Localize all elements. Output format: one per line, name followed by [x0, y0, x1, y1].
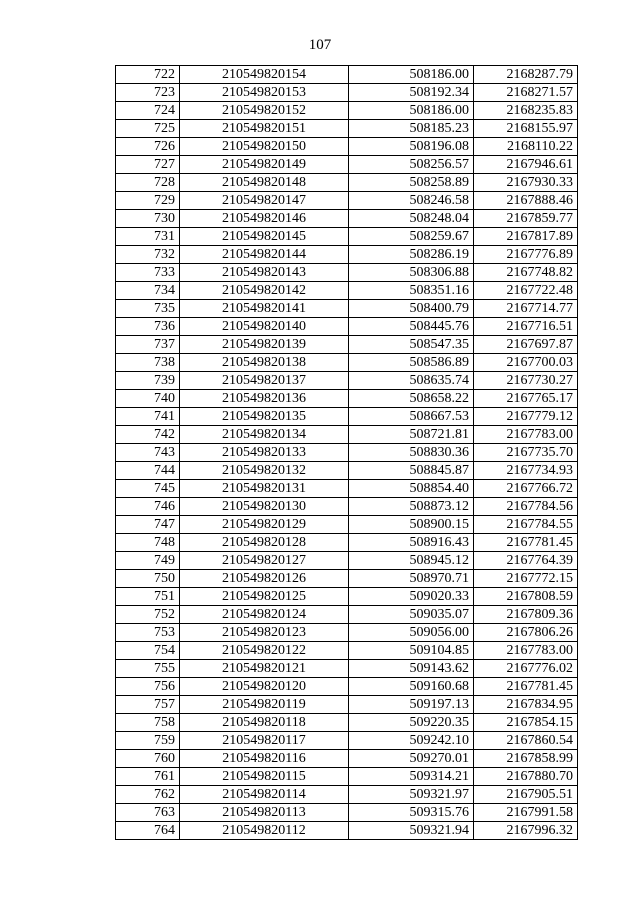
point-number-cell: 741 — [116, 408, 180, 426]
table-row — [116, 120, 578, 138]
point-number-cell: 759 — [116, 732, 180, 750]
y-coordinate-cell: 2168155.97 — [474, 120, 578, 138]
point-id-cell: 210549820141 — [180, 300, 349, 318]
y-coordinate-cell: 2167735.70 — [474, 444, 578, 462]
point-number-cell: 726 — [116, 138, 180, 156]
point-number-cell: 739 — [116, 372, 180, 390]
point-number-cell: 748 — [116, 534, 180, 552]
page-number: 107 — [308, 37, 332, 53]
point-id-cell: 210549820117 — [180, 732, 349, 750]
x-coordinate-cell: 509314.21 — [349, 768, 474, 786]
point-id-cell: 210549820135 — [180, 408, 349, 426]
point-number-cell: 737 — [116, 336, 180, 354]
x-coordinate-cell: 508246.58 — [349, 192, 474, 210]
y-coordinate-cell: 2167930.33 — [474, 174, 578, 192]
table-row — [116, 678, 578, 696]
point-number-cell: 757 — [116, 696, 180, 714]
point-number-cell: 728 — [116, 174, 180, 192]
y-coordinate-cell: 2167716.51 — [474, 318, 578, 336]
point-number-cell: 722 — [116, 66, 180, 84]
x-coordinate-cell: 508547.35 — [349, 336, 474, 354]
x-coordinate-cell: 508916.43 — [349, 534, 474, 552]
x-coordinate-cell: 509242.10 — [349, 732, 474, 750]
y-coordinate-cell: 2167783.00 — [474, 426, 578, 444]
table-row — [116, 732, 578, 750]
point-id-cell: 210549820139 — [180, 336, 349, 354]
y-coordinate-cell: 2167946.61 — [474, 156, 578, 174]
table-row — [116, 282, 578, 300]
point-number-cell: 740 — [116, 390, 180, 408]
point-number-cell: 730 — [116, 210, 180, 228]
point-id-cell: 210549820121 — [180, 660, 349, 678]
point-id-cell: 210549820152 — [180, 102, 349, 120]
table-row — [116, 444, 578, 462]
point-id-cell: 210549820129 — [180, 516, 349, 534]
x-coordinate-cell: 508873.12 — [349, 498, 474, 516]
table-row — [116, 750, 578, 768]
point-id-cell: 210549820116 — [180, 750, 349, 768]
y-coordinate-cell: 2168271.57 — [474, 84, 578, 102]
x-coordinate-cell: 509160.68 — [349, 678, 474, 696]
table-row — [116, 642, 578, 660]
table-row — [116, 570, 578, 588]
table-row — [116, 102, 578, 120]
coordinates-table — [115, 65, 578, 840]
x-coordinate-cell: 508256.57 — [349, 156, 474, 174]
table-row — [116, 354, 578, 372]
x-coordinate-cell: 508248.04 — [349, 210, 474, 228]
point-id-cell: 210549820154 — [180, 66, 349, 84]
point-number-cell: 725 — [116, 120, 180, 138]
y-coordinate-cell: 2167860.54 — [474, 732, 578, 750]
point-number-cell: 733 — [116, 264, 180, 282]
table-row — [116, 192, 578, 210]
y-coordinate-cell: 2168287.79 — [474, 66, 578, 84]
point-number-cell: 752 — [116, 606, 180, 624]
y-coordinate-cell: 2167809.36 — [474, 606, 578, 624]
point-id-cell: 210549820153 — [180, 84, 349, 102]
point-id-cell: 210549820126 — [180, 570, 349, 588]
x-coordinate-cell: 509321.97 — [349, 786, 474, 804]
y-coordinate-cell: 2167781.45 — [474, 534, 578, 552]
x-coordinate-cell: 508196.08 — [349, 138, 474, 156]
point-id-cell: 210549820124 — [180, 606, 349, 624]
point-id-cell: 210549820112 — [180, 822, 349, 840]
point-id-cell: 210549820138 — [180, 354, 349, 372]
point-number-cell: 732 — [116, 246, 180, 264]
x-coordinate-cell: 509035.07 — [349, 606, 474, 624]
table-row — [116, 516, 578, 534]
y-coordinate-cell: 2167854.15 — [474, 714, 578, 732]
point-id-cell: 210549820130 — [180, 498, 349, 516]
x-coordinate-cell: 509315.76 — [349, 804, 474, 822]
point-number-cell: 744 — [116, 462, 180, 480]
y-coordinate-cell: 2167700.03 — [474, 354, 578, 372]
table-row — [116, 714, 578, 732]
x-coordinate-cell: 508721.81 — [349, 426, 474, 444]
point-id-cell: 210549820144 — [180, 246, 349, 264]
point-number-cell: 723 — [116, 84, 180, 102]
point-id-cell: 210549820142 — [180, 282, 349, 300]
x-coordinate-cell: 508286.19 — [349, 246, 474, 264]
table-row — [116, 588, 578, 606]
point-number-cell: 724 — [116, 102, 180, 120]
table-row — [116, 534, 578, 552]
table-row — [116, 462, 578, 480]
table-row — [116, 246, 578, 264]
x-coordinate-cell: 508667.53 — [349, 408, 474, 426]
y-coordinate-cell: 2167772.15 — [474, 570, 578, 588]
point-id-cell: 210549820140 — [180, 318, 349, 336]
table-row — [116, 804, 578, 822]
y-coordinate-cell: 2167817.89 — [474, 228, 578, 246]
point-number-cell: 760 — [116, 750, 180, 768]
point-number-cell: 764 — [116, 822, 180, 840]
point-id-cell: 210549820148 — [180, 174, 349, 192]
y-coordinate-cell: 2167748.82 — [474, 264, 578, 282]
point-id-cell: 210549820149 — [180, 156, 349, 174]
table-row — [116, 696, 578, 714]
point-number-cell: 736 — [116, 318, 180, 336]
x-coordinate-cell: 508259.67 — [349, 228, 474, 246]
point-id-cell: 210549820150 — [180, 138, 349, 156]
x-coordinate-cell: 508185.23 — [349, 120, 474, 138]
x-coordinate-cell: 508845.87 — [349, 462, 474, 480]
table-row — [116, 768, 578, 786]
y-coordinate-cell: 2167783.00 — [474, 642, 578, 660]
x-coordinate-cell: 509270.01 — [349, 750, 474, 768]
table-row — [116, 210, 578, 228]
point-id-cell: 210549820146 — [180, 210, 349, 228]
point-number-cell: 758 — [116, 714, 180, 732]
table-row — [116, 336, 578, 354]
coordinates-table-body — [116, 66, 578, 840]
y-coordinate-cell: 2167765.17 — [474, 390, 578, 408]
x-coordinate-cell: 508945.12 — [349, 552, 474, 570]
point-id-cell: 210549820131 — [180, 480, 349, 498]
point-number-cell: 745 — [116, 480, 180, 498]
y-coordinate-cell: 2167991.58 — [474, 804, 578, 822]
x-coordinate-cell: 508830.36 — [349, 444, 474, 462]
point-id-cell: 210549820119 — [180, 696, 349, 714]
point-id-cell: 210549820118 — [180, 714, 349, 732]
table-row — [116, 480, 578, 498]
point-id-cell: 210549820114 — [180, 786, 349, 804]
point-number-cell: 761 — [116, 768, 180, 786]
table-row — [116, 66, 578, 84]
y-coordinate-cell: 2167859.77 — [474, 210, 578, 228]
y-coordinate-cell: 2167766.72 — [474, 480, 578, 498]
point-number-cell: 747 — [116, 516, 180, 534]
table-row — [116, 264, 578, 282]
point-number-cell: 729 — [116, 192, 180, 210]
x-coordinate-cell: 509143.62 — [349, 660, 474, 678]
table-row — [116, 174, 578, 192]
point-number-cell: 754 — [116, 642, 180, 660]
point-id-cell: 210549820145 — [180, 228, 349, 246]
table-row — [116, 822, 578, 840]
point-id-cell: 210549820132 — [180, 462, 349, 480]
x-coordinate-cell: 508186.00 — [349, 66, 474, 84]
y-coordinate-cell: 2167996.32 — [474, 822, 578, 840]
point-id-cell: 210549820125 — [180, 588, 349, 606]
point-id-cell: 210549820147 — [180, 192, 349, 210]
table-row — [116, 426, 578, 444]
x-coordinate-cell: 508351.16 — [349, 282, 474, 300]
x-coordinate-cell: 508258.89 — [349, 174, 474, 192]
table-row — [116, 138, 578, 156]
point-number-cell: 756 — [116, 678, 180, 696]
y-coordinate-cell: 2167776.02 — [474, 660, 578, 678]
point-id-cell: 210549820133 — [180, 444, 349, 462]
y-coordinate-cell: 2167905.51 — [474, 786, 578, 804]
x-coordinate-cell: 509220.35 — [349, 714, 474, 732]
y-coordinate-cell: 2167697.87 — [474, 336, 578, 354]
y-coordinate-cell: 2167888.46 — [474, 192, 578, 210]
y-coordinate-cell: 2167808.59 — [474, 588, 578, 606]
table-row — [116, 156, 578, 174]
table-row — [116, 84, 578, 102]
y-coordinate-cell: 2167784.56 — [474, 498, 578, 516]
table-row — [116, 498, 578, 516]
x-coordinate-cell: 508445.76 — [349, 318, 474, 336]
y-coordinate-cell: 2167779.12 — [474, 408, 578, 426]
point-id-cell: 210549820151 — [180, 120, 349, 138]
table-row — [116, 408, 578, 426]
table-row — [116, 300, 578, 318]
table-row — [116, 318, 578, 336]
y-coordinate-cell: 2167858.99 — [474, 750, 578, 768]
y-coordinate-cell: 2167734.93 — [474, 462, 578, 480]
point-id-cell: 210549820134 — [180, 426, 349, 444]
point-number-cell: 727 — [116, 156, 180, 174]
y-coordinate-cell: 2167730.27 — [474, 372, 578, 390]
point-number-cell: 753 — [116, 624, 180, 642]
point-id-cell: 210549820122 — [180, 642, 349, 660]
x-coordinate-cell: 509197.13 — [349, 696, 474, 714]
point-id-cell: 210549820137 — [180, 372, 349, 390]
x-coordinate-cell: 509020.33 — [349, 588, 474, 606]
point-number-cell: 738 — [116, 354, 180, 372]
x-coordinate-cell: 508400.79 — [349, 300, 474, 318]
point-number-cell: 749 — [116, 552, 180, 570]
point-number-cell: 750 — [116, 570, 180, 588]
x-coordinate-cell: 508900.15 — [349, 516, 474, 534]
point-number-cell: 751 — [116, 588, 180, 606]
x-coordinate-cell: 508306.88 — [349, 264, 474, 282]
y-coordinate-cell: 2168110.22 — [474, 138, 578, 156]
x-coordinate-cell: 509056.00 — [349, 624, 474, 642]
point-id-cell: 210549820143 — [180, 264, 349, 282]
point-id-cell: 210549820136 — [180, 390, 349, 408]
point-number-cell: 734 — [116, 282, 180, 300]
table-row — [116, 606, 578, 624]
y-coordinate-cell: 2167880.70 — [474, 768, 578, 786]
table-row — [116, 552, 578, 570]
table-row — [116, 390, 578, 408]
y-coordinate-cell: 2167784.55 — [474, 516, 578, 534]
y-coordinate-cell: 2167714.77 — [474, 300, 578, 318]
table-row — [116, 228, 578, 246]
point-id-cell: 210549820128 — [180, 534, 349, 552]
y-coordinate-cell: 2167781.45 — [474, 678, 578, 696]
x-coordinate-cell: 508192.34 — [349, 84, 474, 102]
table-row — [116, 624, 578, 642]
point-number-cell: 742 — [116, 426, 180, 444]
point-id-cell: 210549820127 — [180, 552, 349, 570]
point-number-cell: 735 — [116, 300, 180, 318]
point-number-cell: 743 — [116, 444, 180, 462]
point-id-cell: 210549820113 — [180, 804, 349, 822]
point-number-cell: 746 — [116, 498, 180, 516]
table-row — [116, 372, 578, 390]
y-coordinate-cell: 2167806.26 — [474, 624, 578, 642]
point-id-cell: 210549820123 — [180, 624, 349, 642]
x-coordinate-cell: 509321.94 — [349, 822, 474, 840]
y-coordinate-cell: 2168235.83 — [474, 102, 578, 120]
y-coordinate-cell: 2167834.95 — [474, 696, 578, 714]
x-coordinate-cell: 508970.71 — [349, 570, 474, 588]
point-number-cell: 763 — [116, 804, 180, 822]
x-coordinate-cell: 508635.74 — [349, 372, 474, 390]
point-id-cell: 210549820120 — [180, 678, 349, 696]
y-coordinate-cell: 2167764.39 — [474, 552, 578, 570]
x-coordinate-cell: 508586.89 — [349, 354, 474, 372]
point-number-cell: 762 — [116, 786, 180, 804]
y-coordinate-cell: 2167722.48 — [474, 282, 578, 300]
x-coordinate-cell: 508854.40 — [349, 480, 474, 498]
x-coordinate-cell: 508658.22 — [349, 390, 474, 408]
y-coordinate-cell: 2167776.89 — [474, 246, 578, 264]
table-row — [116, 660, 578, 678]
x-coordinate-cell: 509104.85 — [349, 642, 474, 660]
point-number-cell: 755 — [116, 660, 180, 678]
x-coordinate-cell: 508186.00 — [349, 102, 474, 120]
point-number-cell: 731 — [116, 228, 180, 246]
point-id-cell: 210549820115 — [180, 768, 349, 786]
table-row — [116, 786, 578, 804]
